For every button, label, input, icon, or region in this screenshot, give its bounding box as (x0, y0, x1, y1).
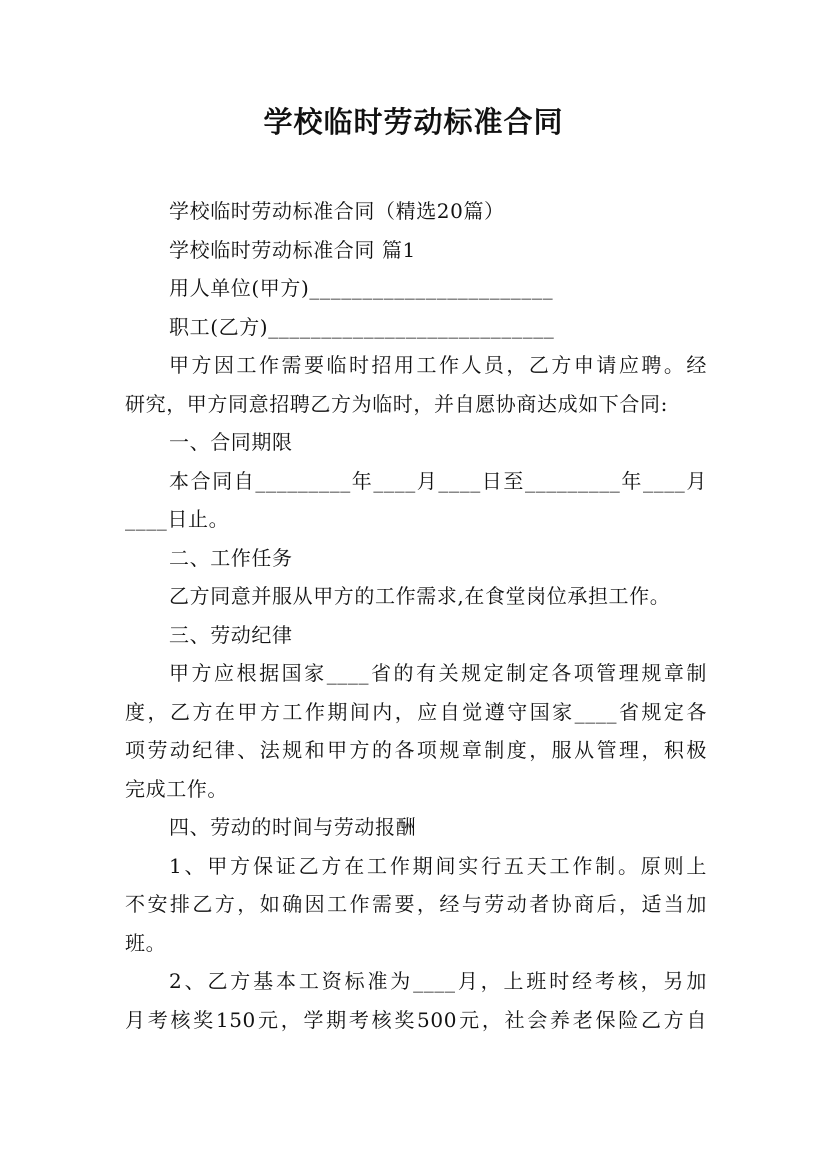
document-line: 一、合同期限 (169, 430, 293, 454)
document-line: 甲方因工作需要临时招用工作人员，乙方申请应聘。经 (169, 353, 707, 377)
document-line: 学校临时劳动标准合同（精选20篇） (169, 199, 505, 223)
document-line: 度，乙方在甲方工作期间内，应自觉遵守国家____省规定各 (125, 699, 707, 724)
document-line: 研究，甲方同意招聘乙方为临时，并自愿协商达成如下合同: (125, 391, 668, 416)
document-line: 项劳动纪律、法规和甲方的各项规章制度，服从管理，积极 (125, 738, 707, 762)
document-line: 1、甲方保证乙方在工作期间实行五天工作制。原则上 (169, 853, 707, 878)
document-line: 2、乙方基本工资标准为____月，上班时经考核，另加 (169, 969, 707, 993)
document-line: 本合同自_________年____月____日至_________年____月 (169, 468, 707, 493)
document-line: 用人单位(甲方)_______________________ (169, 276, 554, 300)
document-line: 甲方应根据国家____省的有关规定制定各项管理规章制 (169, 661, 707, 685)
document-line: ____日止。 (125, 507, 230, 531)
document-line: 班。 (125, 930, 167, 955)
document-body (125, 192, 707, 1039)
document-line: 三、劳动纪律 (169, 622, 293, 647)
document-line: 乙方同意并服从甲方的工作需求,在食堂岗位承担工作。 (169, 584, 671, 608)
document-line: 完成工作。 (125, 776, 228, 801)
document-line: 四、劳动的时间与劳动报酬 (169, 815, 417, 839)
document-line: 月考核奖150元，学期考核奖500元，社会养老保险乙方自 (125, 1007, 707, 1032)
document-line: 学校临时劳动标准合同 篇1 (169, 237, 416, 262)
document-line: 二、工作任务 (169, 545, 293, 570)
document-line: 职工(乙方)___________________________ (169, 314, 555, 339)
document-line: 不安排乙方，如确因工作需要，经与劳动者协商后，适当加 (125, 892, 707, 916)
document-title: 学校临时劳动标准合同 (263, 105, 564, 139)
